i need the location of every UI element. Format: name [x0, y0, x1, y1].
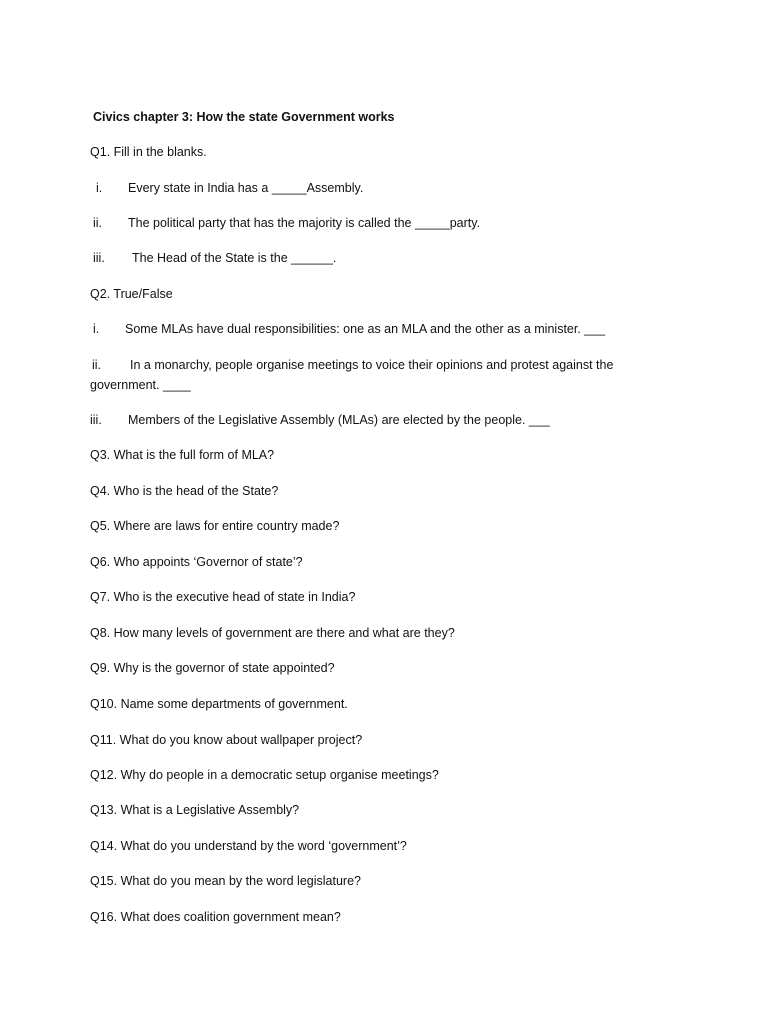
q1-item-2-number: ii.: [93, 216, 103, 230]
question-6: Q6. Who appoints ‘Governor of state’?: [90, 555, 303, 569]
q2-item-1-number: i.: [93, 322, 100, 336]
q2-item-2-number: ii.: [92, 358, 102, 372]
question-4: Q4. Who is the head of the State?: [90, 484, 279, 498]
question-5: Q5. Where are laws for entire country made?: [90, 519, 340, 533]
question-3: Q3. What is the full form of MLA?: [90, 448, 275, 462]
q2-item-3-number: iii.: [90, 413, 102, 427]
question-9: Q9. Why is the governor of state appointed?: [90, 661, 335, 675]
q1-item-3-text: The Head of the State is the ______.: [132, 251, 337, 265]
q1-item-1-text: Every state in India has a _____Assembly.: [128, 181, 364, 195]
question-15: Q15. What do you mean by the word legislature?: [90, 874, 361, 888]
q1-item-1-number: i.: [96, 181, 103, 195]
q1-item-3-number: iii.: [93, 251, 105, 265]
q2-item-2-text: In a monarchy, people organise meetings to voice their opinions and protest against the government. ____: [90, 358, 614, 392]
question-14: Q14. What do you understand by the word ‘government’?: [90, 839, 407, 853]
question-8: Q8. How many levels of government are there and what are they?: [90, 626, 455, 640]
question-13: Q13. What is a Legislative Assembly?: [90, 803, 300, 817]
question-7: Q7. Who is the executive head of state in India?: [90, 590, 356, 604]
question-16: Q16. What does coalition government mean?: [90, 910, 341, 924]
q2-heading: Q2. True/False: [90, 287, 173, 301]
question-12: Q12. Why do people in a democratic setup organise meetings?: [90, 768, 439, 782]
q1-heading: Q1. Fill in the blanks.: [90, 145, 207, 159]
q2-item-1-text: Some MLAs have dual responsibilities: one as an MLA and the other as a minister. ___: [125, 322, 606, 336]
q2-item-3-text: Members of the Legislative Assembly (MLAs) are elected by the people. ___: [128, 413, 550, 427]
question-11: Q11. What do you know about wallpaper project?: [90, 733, 363, 747]
q1-item-2-text: The political party that has the majority is called the _____party.: [128, 216, 481, 230]
q2-item-2: [90, 356, 650, 395]
question-10: Q10. Name some departments of government.: [90, 697, 348, 711]
document-title: Civics chapter 3: How the state Government works: [93, 110, 395, 124]
